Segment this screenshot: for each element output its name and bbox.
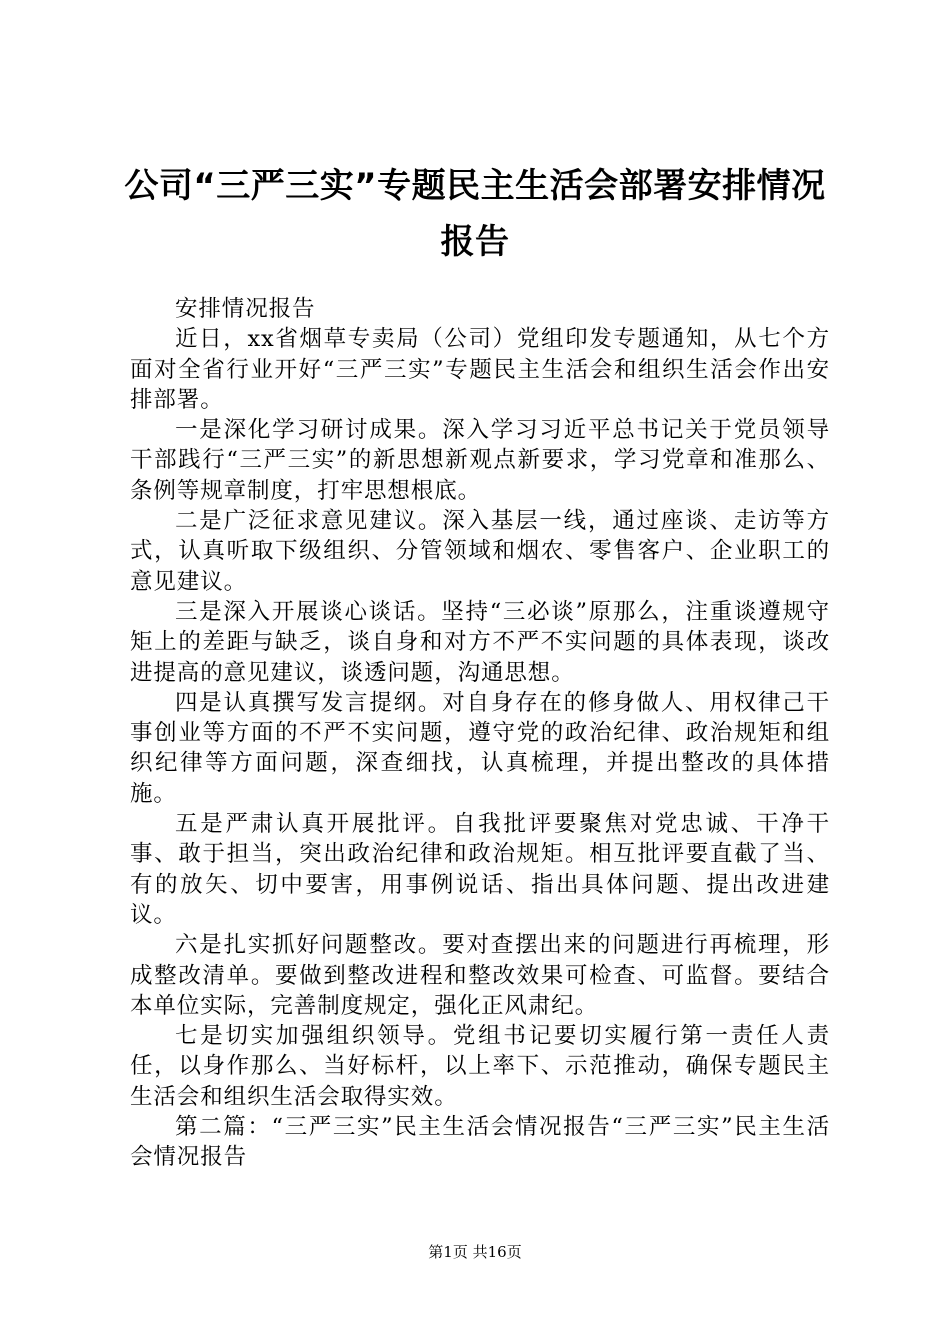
paragraph-item-1: 一是深化学习研讨成果。深入学习习近平总书记关于党员领导干部践行“三严三实”的新思想新观点新要求，学习党章和准那么、条例等规章制度，打牢思想根底。: [130, 417, 830, 504]
page-footer: 第1页 共16页: [428, 1243, 522, 1261]
paragraph-item-3: 三是深入开展谈心谈话。坚持“三必谈”原那么，注重谈遵规守矩上的差距与缺乏，谈自身和对方不严不实问题的具体表现，谈改进提高的意见建议，谈透问题，沟通思想。: [130, 598, 830, 686]
paragraph-item-2: 二是广泛征求意见建议。深入基层一线，通过座谈、走访等方式，认真听取下级组织、分管领域和烟农、零售客户、企业职工的意见建议。: [130, 508, 830, 595]
paragraph-item-7: 七是切实加强组织领导。党组书记要切实履行第一责任人责任，以身作那么、当好标杆，以上率下、示范推动，确保专题民主生活会和组织生活会取得实效。: [130, 1023, 830, 1110]
paragraph-second-part: 第二篇：“三严三实”民主生活会情况报告“三严三实”民主生活会情况报告: [130, 1114, 830, 1171]
document-title: 公司“三严三实”专题民主生活会部署安排情况报告: [124, 166, 826, 262]
paragraph-heading: 安排情况报告: [175, 296, 316, 322]
document-body: [130, 294, 830, 1173]
paragraph-item-5: 五是严肃认真开展批评。自我批评要聚焦对党忠诚、干净干事、敢于担当，突出政治纪律和政治规矩。相互批评要直截了当、有的放矢、切中要害，用事例说话、指出具体问题、提出改进建议。: [130, 811, 830, 928]
paragraph-item-6: 六是扎实抓好问题整改。要对查摆出来的问题进行再梳理，形成整改清单。要做到整改进程和整改效果可检查、可监督。要结合本单位实际，完善制度规定，强化正风肃纪。: [130, 932, 830, 1019]
paragraph-intro: 近日，xx省烟草专卖局（公司）党组印发专题通知，从七个方面对全省行业开好“三严三实”专题民主生活会和组织生活会作出安排部署。: [130, 326, 830, 413]
paragraph-item-4: 四是认真撰写发言提纲。对自身存在的修身做人、用权律己干事创业等方面的不严不实问题，遵守党的政治纪律、政治规矩和组织纪律等方面问题，深查细找，认真梳理，并提出整改的具体措施。: [130, 689, 830, 807]
